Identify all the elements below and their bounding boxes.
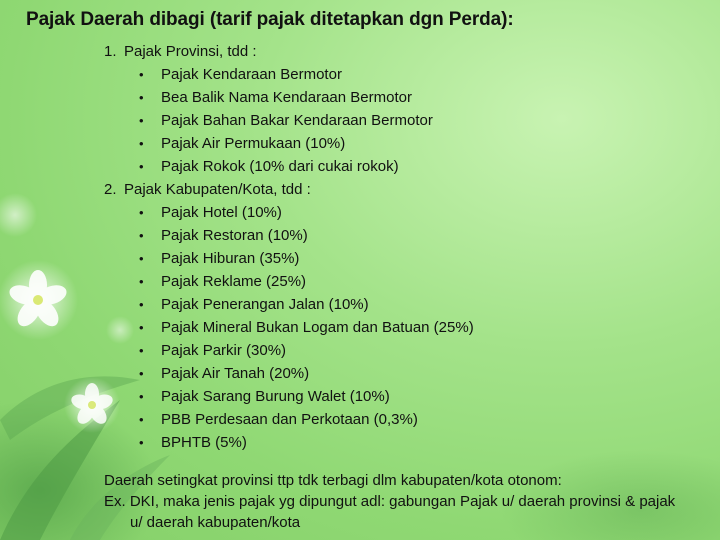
list-item-text: Pajak Sarang Burung Walet (10%) <box>161 388 390 405</box>
list-item-text: BPHTB (5%) <box>161 434 247 451</box>
bullet-icon: • <box>139 320 144 335</box>
section-heading: Pajak Provinsi, tdd : <box>124 43 257 60</box>
list-item-text: Pajak Mineral Bukan Logam dan Batuan (25%) <box>161 319 474 336</box>
footer-note <box>104 470 716 533</box>
section-number: 2. <box>104 181 117 198</box>
bullet-icon: • <box>139 159 144 174</box>
list-item-text: Pajak Rokok (10% dari cukai rokok) <box>161 158 399 175</box>
list-item-text: Pajak Kendaraan Bermotor <box>161 66 342 83</box>
bullet-icon: • <box>139 412 144 427</box>
bullet-icon: • <box>139 343 144 358</box>
bullet-icon: • <box>139 389 144 404</box>
bullet-icon: • <box>139 67 144 82</box>
bullet-icon: • <box>139 274 144 289</box>
bullet-icon: • <box>139 136 144 151</box>
list-item-text: Bea Balik Nama Kendaraan Bermotor <box>161 89 412 106</box>
list-item-text: Pajak Hiburan (35%) <box>161 250 300 267</box>
section-heading: Pajak Kabupaten/Kota, tdd : <box>124 181 311 198</box>
list-item-text: Pajak Penerangan Jalan (10%) <box>161 296 369 313</box>
bullet-icon: • <box>139 205 144 220</box>
list-item-text: Pajak Air Tanah (20%) <box>161 365 310 382</box>
bullet-icon: • <box>139 113 144 128</box>
footer-line: Ex. DKI, maka jenis pajak yg dipungut adl: gabungan Pajak u/ daerah provinsi & pajak <box>104 493 676 510</box>
list-item-text: Pajak Parkir (30%) <box>161 342 287 359</box>
bullet-icon: • <box>139 228 144 243</box>
bullet-icon: • <box>139 90 144 105</box>
bullet-icon: • <box>139 435 144 450</box>
list-item-text: Pajak Air Permukaan (10%) <box>161 135 346 152</box>
footer-line: Daerah setingkat provinsi ttp tdk terbagi dlm kabupaten/kota otonom: <box>104 472 562 489</box>
footer-line: u/ daerah kabupaten/kota <box>130 514 301 531</box>
bullet-icon: • <box>139 297 144 312</box>
list-item-text: Pajak Bahan Bakar Kendaraan Bermotor <box>161 112 433 129</box>
bullet-icon: • <box>139 251 144 266</box>
list-item-text: PBB Perdesaan dan Perkotaan (0,3%) <box>161 411 418 428</box>
section-number: 1. <box>104 43 117 60</box>
bullet-icon: • <box>139 366 144 381</box>
list-item-text: Pajak Restoran (10%) <box>161 227 308 244</box>
list-item-text: Pajak Hotel (10%) <box>161 204 282 221</box>
list-item-text: Pajak Reklame (25%) <box>161 273 307 290</box>
slide-title: Pajak Daerah dibagi (tarif pajak ditetapkan dgn Perda): <box>26 9 514 30</box>
